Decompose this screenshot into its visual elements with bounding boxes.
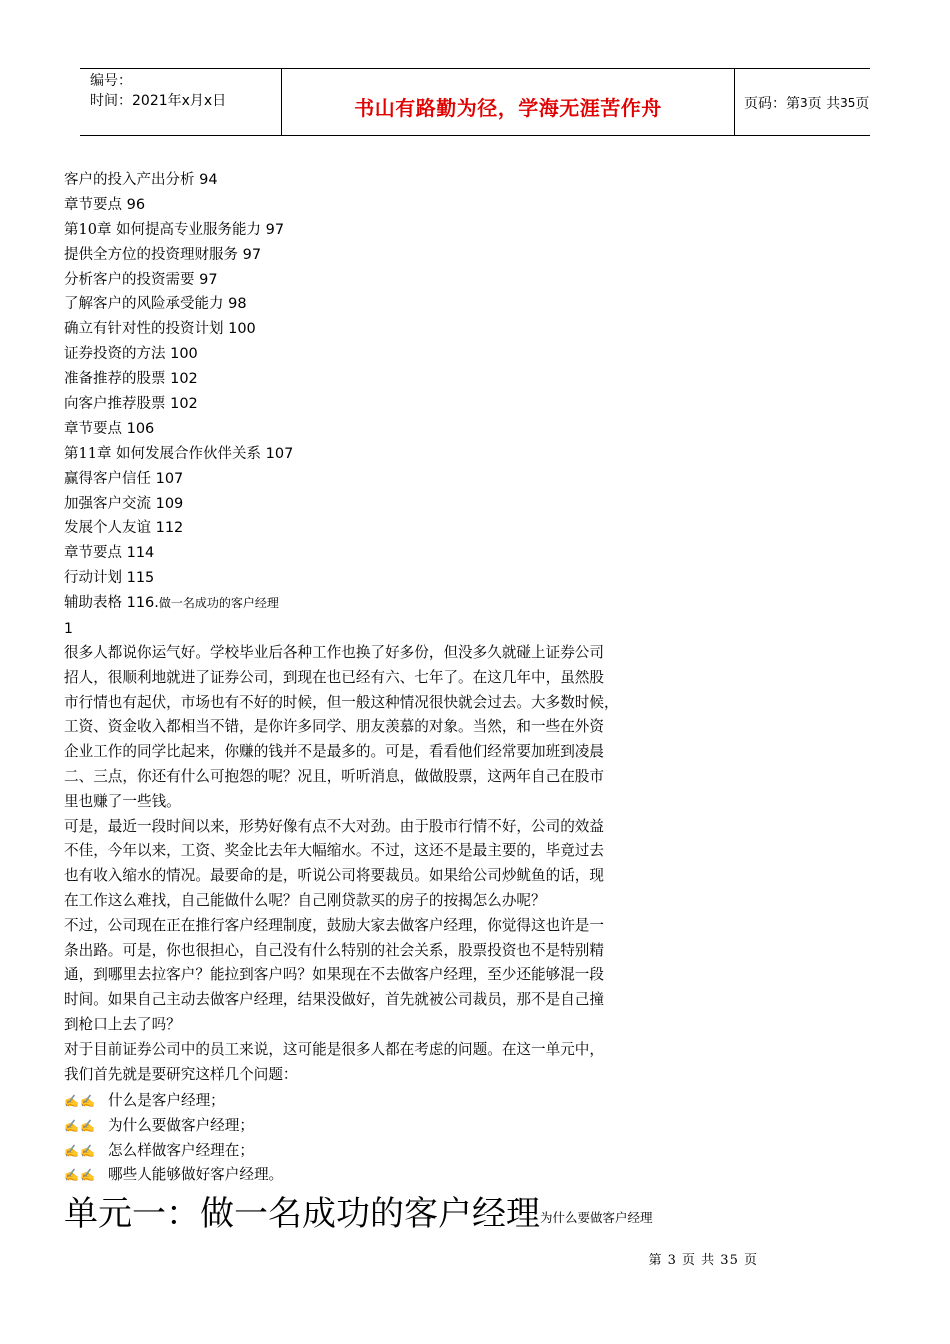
toc-item-text: 提供全方位的投资理财服务 <box>64 246 238 263</box>
toc-item <box>64 442 704 467</box>
toc-item-text: 辅助表格 <box>64 595 122 612</box>
footer-suffix: 页 <box>743 1253 758 1268</box>
toc-item-page: 102 <box>170 396 198 413</box>
page-total: 35 <box>840 96 856 110</box>
body-line: 也有收入缩水的情况。最要命的是，听说公司将要裁员。如果给公司炒鱿鱼的话，现 <box>64 867 604 885</box>
question-text: 什么是客户经理； <box>108 1092 225 1109</box>
toc-item-page: 106 <box>126 420 155 437</box>
toc-item <box>64 243 704 268</box>
toc-item-page: 100 <box>170 346 198 363</box>
toc-item-text: 章节要点 <box>64 420 122 437</box>
body-line: 在工作这么难找，自己能做什么呢？自己刚贷款买的房子的按揭怎么办呢？ <box>64 891 546 909</box>
header-page-indicator <box>735 69 870 135</box>
toc-item <box>64 516 704 541</box>
toc-item-page: 115 <box>126 570 155 587</box>
header-meta <box>80 69 282 135</box>
body-line: 市行情也有起伏，市场也有不好的时候，但一般这种情况很快就会过去。大多数时候， <box>64 693 619 711</box>
toc-item-text: 第11章 如何发展合作伙伴关系 <box>64 445 262 462</box>
header-motto: 书山有路勤为径，学海无涯苦作舟 <box>282 69 735 135</box>
toc-item <box>64 541 704 566</box>
toc-item <box>64 292 704 317</box>
toc-item-text: 加强客户交流 <box>64 495 151 512</box>
toc-item-text: 赢得客户信任 <box>64 470 151 487</box>
body-line: 不佳，今年以来，工资、奖金比去年大幅缩水。不过，这还不是最主要的，毕竟过去 <box>64 842 604 860</box>
toc-item-page: 97 <box>242 246 262 263</box>
toc-item-page: 97 <box>199 271 218 288</box>
page-mid: 页 共 <box>807 96 841 112</box>
writing-hand-icon: ✍✍ <box>64 1168 96 1183</box>
document-time-label: 时间：2021年x月x日 <box>90 93 227 109</box>
toc-item-text: 章节要点 <box>64 545 122 562</box>
body-line: 招人，很顺利地就进了证券公司，到现在也已经有六、七年了。在这几年中，虽然股 <box>64 668 604 686</box>
toc-item <box>64 268 704 293</box>
toc-item <box>64 492 704 517</box>
unit-number: 1 <box>64 621 73 637</box>
toc-item-tail: 做一名成功的客户经理 <box>158 596 279 611</box>
footer-current: 3 <box>667 1253 677 1268</box>
toc-item-page: 94 <box>199 172 218 188</box>
question-item <box>64 1089 283 1114</box>
body-line: 工资、资金收入都相当不错，是你许多同学、朋友羡慕的对象。当然，和一些在外资 <box>64 718 604 736</box>
toc-item-page: 100 <box>228 321 256 338</box>
toc-item-page: 112 <box>155 520 184 537</box>
toc-item-page: 107 <box>155 470 184 487</box>
unit-title <box>64 1190 653 1238</box>
page-current: 3 <box>800 96 808 110</box>
toc-item-text: 第10章 如何提高专业服务能力 <box>64 221 262 238</box>
body-line: 可是，最近一段时间以来，形势好像有点不大对劲。由于股市行情不好，公司的效益 <box>64 817 604 835</box>
toc-item <box>64 168 704 193</box>
toc-item-page: 114 <box>126 545 155 562</box>
toc-item <box>64 193 704 218</box>
writing-hand-icon: ✍✍ <box>64 1094 96 1108</box>
body-line: 不过，公司现在正在推行客户经理制度，鼓励大家去做客户经理，你觉得这也许是一 <box>64 916 604 934</box>
toc-item-text: 行动计划 <box>64 570 122 587</box>
toc-item-text: 分析客户的投资需要 <box>64 271 195 288</box>
page-header <box>80 68 870 136</box>
toc-item-page: 116. <box>126 595 159 612</box>
unit-title-sub: 为什么要做客户经理 <box>540 1210 653 1225</box>
toc-item-text: 客户的投入产出分析 <box>64 172 195 188</box>
document-number-label: 编号： <box>90 73 132 89</box>
page-prefix: 页码：第 <box>744 96 800 112</box>
toc-item <box>64 317 704 342</box>
toc-item-page: 102 <box>170 371 198 388</box>
writing-hand-icon: ✍✍ <box>64 1118 96 1133</box>
question-list <box>64 1089 283 1188</box>
toc-item-page: 98 <box>228 296 247 313</box>
table-of-contents <box>64 168 704 616</box>
toc-item <box>64 591 704 616</box>
toc-item <box>64 566 704 591</box>
body-line: 对于目前证券公司中的员工来说，这可能是很多人都在考虑的问题。在这一单元中， <box>64 1040 604 1058</box>
toc-item-text: 证券投资的方法 <box>64 346 166 363</box>
toc-item-page: 97 <box>265 221 285 238</box>
footer-total: 35 <box>720 1253 739 1268</box>
toc-item-page: 109 <box>155 495 184 512</box>
footer-prefix: 第 <box>648 1253 663 1268</box>
question-text: 哪些人能够做好客户经理。 <box>108 1166 284 1184</box>
toc-item-text: 章节要点 <box>64 196 122 213</box>
toc-item-text: 确立有针对性的投资计划 <box>64 321 224 338</box>
toc-item <box>64 342 704 367</box>
body-line: 二、三点，你还有什么可抱怨的呢？况且，听听消息，做做股票，这两年自己在股市 <box>64 767 604 785</box>
writing-hand-icon: ✍✍ <box>64 1143 96 1158</box>
toc-item <box>64 392 704 417</box>
toc-item-page: 96 <box>126 196 146 213</box>
toc-item <box>64 467 704 492</box>
toc-item-text: 准备推荐的股票 <box>64 371 166 388</box>
unit-title-main: 单元一：做一名成功的客户经理 <box>64 1194 540 1234</box>
body-line: 通，到哪里去拉客户？能拉到客户吗？如果现在不去做客户经理，至少还能够混一段 <box>64 966 604 984</box>
question-item <box>64 1139 283 1164</box>
body-line: 企业工作的同学比起来，你赚的钱并不是最多的。可是，看看他们经常要加班到凌晨 <box>64 743 604 761</box>
body-line: 我们首先就是要研究这样几个问题： <box>64 1065 298 1083</box>
body-line: 时间。如果自己主动去做客户经理，结果没做好，首先就被公司裁员，那不是自己撞 <box>64 991 604 1009</box>
toc-item <box>64 218 704 243</box>
toc-item <box>64 417 704 442</box>
question-text: 怎么样做客户经理在； <box>108 1141 254 1159</box>
toc-item-text: 向客户推荐股票 <box>64 396 166 413</box>
footer-mid: 页 共 <box>682 1253 716 1268</box>
question-item <box>64 1114 283 1139</box>
body-line: 里也赚了一些钱。 <box>64 792 181 810</box>
toc-item-text: 了解客户的风险承受能力 <box>64 296 224 313</box>
body-text <box>64 641 694 1087</box>
toc-item-page: 107 <box>265 445 294 462</box>
page-suffix: 页 <box>855 96 870 112</box>
body-line: 到枪口上去了吗？ <box>64 1015 181 1033</box>
question-text: 为什么要做客户经理； <box>108 1116 254 1134</box>
body-line: 很多人都说你运气好。学校毕业后各种工作也换了好多份，但没多久就碰上证券公司 <box>64 644 604 661</box>
toc-item <box>64 367 704 392</box>
toc-item-text: 发展个人友谊 <box>64 520 151 537</box>
question-item <box>64 1163 283 1188</box>
body-line: 条出路。可是，你也很担心，自己没有什么特别的社会关系，股票投资也不是特别精 <box>64 941 604 959</box>
page-footer <box>648 1249 758 1268</box>
